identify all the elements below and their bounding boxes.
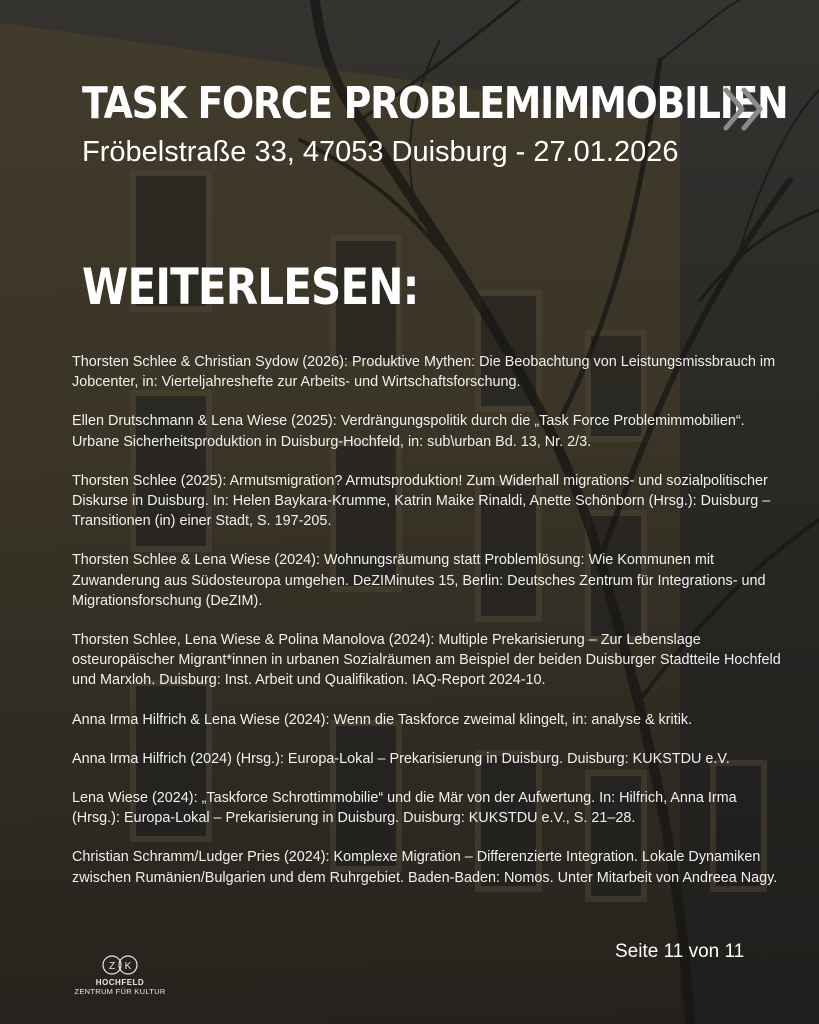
page-title: TASK FORCE PROBLEMIMMOBILIEN: [82, 78, 788, 129]
section-heading: WEITERLESEN:: [82, 258, 419, 316]
list-item: Thorsten Schlee (2025): Armutsmigration? Armutsproduktion! Zum Widerhall migrations- und sozialpolitischer Diskurse in Duisburg. In: Helen Baykara-Krumme, Katrin Maike Rinaldi, Anette Schönborn (Hrsg.): Duisburg – Transitionen (in) einer Stadt, S. 197-205.: [72, 472, 771, 530]
list-item: Thorsten Schlee & Christian Sydow (2026): Produktive Mythen: Die Beobachtung von Leistungsmissbrauch im Jobcenter, in: Vierteljahreshefte zur Arbeits- und Wirtschaftsforschung.: [72, 354, 776, 391]
double-chevron-right-icon[interactable]: [720, 84, 770, 134]
list-item: Anna Irma Hilfrich (2024) (Hrsg.): Europa-Lokal – Prekarisierung in Duisburg. Duisburg: KUKSTDU e.V.: [72, 750, 730, 767]
list-item: Christian Schramm/Ludger Pries (2024): Komplexe Migration – Differenzierte Integration. Lokale Dynamiken zwischen Rumänien/Bulgarien und dem Ruhrgebiet. Baden-Baden: Nomos. Unter Mitarbeit von Andreea Nagy.: [72, 849, 778, 886]
page-indicator: Seite 11 von 11: [615, 941, 745, 962]
reference-list: [72, 352, 782, 907]
list-item: Ellen Drutschmann & Lena Wiese (2025): Verdrängungspolitik durch die „Task Force Problemimmobilien“. Urbane Sicherheitsproduktion in Duisburg-Hochfeld, in: sub\urban Bd. 13, Nr. 2/3.: [72, 413, 745, 450]
logo-line-1: HOCHFELD: [95, 978, 145, 987]
list-item: Lena Wiese (2024): „Taskforce Schrottimmobilie“ und die Mär von der Aufwertung. In: Hilfrich, Anna Irma (Hrsg.): Europa-Lokal – Prekarisierung in Duisburg. Duisburg: KUKSTDU e.V., S. 21–28.: [72, 790, 737, 827]
logo-letter-k: K: [124, 961, 132, 972]
logo-icon: [100, 954, 140, 976]
logo: [70, 954, 170, 996]
page-subtitle: Fröbelstraße 33, 47053 Duisburg - 27.01.2026: [82, 136, 679, 168]
logo-letter-z: Z: [108, 961, 116, 972]
list-item: Thorsten Schlee, Lena Wiese & Polina Manolova (2024): Multiple Prekarisierung – Zur Lebenslage osteuropäischer Migrant*innen in urbanen Sozialräumen am Beispiel der beiden Duisburger Stadtteile Hochfeld und Marxloh. Duisburg: Inst. Arbeit und Qualifikation. IAQ-Report 2024-10.: [72, 632, 781, 689]
logo-line-2: ZENTRUM FÜR KULTUR: [74, 987, 166, 996]
list-item: Thorsten Schlee & Lena Wiese (2024): Wohnungsräumung statt Problemlösung: Wie Kommunen mit Zuwanderung aus Südosteuropa umgehen. DeZIMinutes 15, Berlin: Deutsches Zentrum für Integrations- und Migrationsforschung (DeZIM).: [72, 552, 766, 609]
list-item: Anna Irma Hilfrich & Lena Wiese (2024): Wenn die Taskforce zweimal klingelt, in: analyse & kritik.: [72, 711, 693, 728]
